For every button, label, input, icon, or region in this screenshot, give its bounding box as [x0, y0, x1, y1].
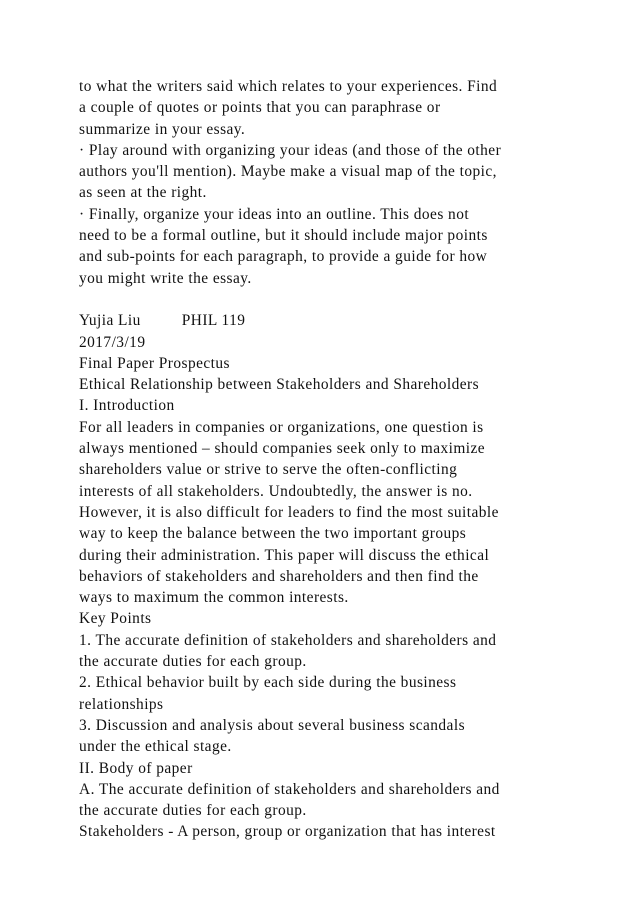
section-heading: II. Body of paper — [79, 759, 193, 777]
text-line: shareholders value or strive to serve the often-conflicting — [79, 461, 458, 479]
blank-line — [79, 289, 599, 310]
section-heading: Key Points — [79, 610, 152, 628]
text-line: need to be a formal outline, but it should include major points — [79, 227, 488, 245]
text-line: For all leaders in companies or organizations, one question is — [79, 418, 484, 436]
text-line: Stakeholders - A person, group or organization that has interest — [79, 823, 496, 841]
text-line: way to keep the balance between the two important groups — [79, 525, 467, 543]
text-line: to what the writers said which relates to your experiences. Find — [79, 78, 498, 95]
author-course-line — [79, 310, 599, 331]
text-line: authors you'll mention). Maybe make a visual map of the topic, — [79, 163, 497, 181]
text-line: always mentioned – should companies seek only to maximize — [79, 440, 486, 458]
text-line: the accurate duties for each group. — [79, 802, 307, 820]
list-item: 3. Discussion and analysis about several business scandals — [79, 716, 466, 734]
text-line: behaviors of stakeholders and shareholders and then find the — [79, 567, 479, 585]
document-date: 2017/3/19 — [79, 333, 146, 351]
text-line: relationships — [79, 695, 164, 713]
document-type: Final Paper Prospectus — [79, 354, 230, 372]
list-item: 2. Ethical behavior built by each side during the business — [79, 674, 457, 692]
text-line: ways to maximum the common interests. — [79, 589, 349, 607]
text-line: and sub-points for each paragraph, to provide a guide for how — [79, 248, 488, 266]
list-item: 1. The accurate definition of stakeholders and shareholders and — [79, 631, 497, 649]
document-title: Ethical Relationship between Stakeholders and Shareholders — [79, 376, 480, 394]
text-line: as seen at the right. — [79, 184, 207, 202]
bullet-line: · Finally, organize your ideas into an outline. This does not — [79, 205, 470, 223]
text-line: under the ethical stage. — [79, 738, 232, 756]
text-line: you might write the essay. — [79, 269, 252, 287]
text-line: the accurate duties for each group. — [79, 653, 307, 671]
text-line: during their administration. This paper will discuss the ethical — [79, 546, 490, 564]
text-line: However, it is also difficult for leaders to find the most suitable — [79, 503, 499, 521]
section-heading: I. Introduction — [79, 397, 175, 415]
text-line: interests of all stakeholders. Undoubtedly, the answer is no. — [79, 482, 473, 500]
text-line: a couple of quotes or points that you can paraphrase or — [79, 99, 441, 117]
bullet-line: · Play around with organizing your ideas (and those of the other — [79, 141, 502, 159]
text-line: summarize in your essay. — [79, 120, 246, 138]
document-text — [79, 76, 599, 843]
course-code: PHIL 119 — [181, 312, 246, 330]
author-name: Yujia Liu — [79, 312, 141, 330]
subsection-heading: A. The accurate definition of stakeholders and shareholders and — [79, 780, 500, 798]
